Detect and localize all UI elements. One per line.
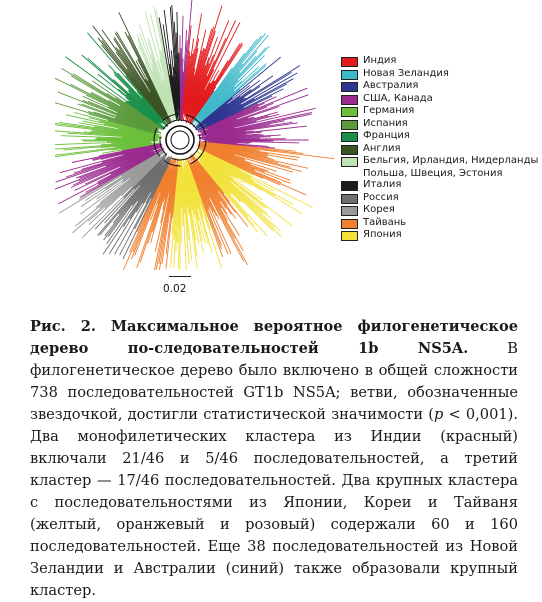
legend-item [341,217,541,230]
caption-body-1: В филогенетическое дерево было включено в общей сложности 738 последовательностей GT1b NS5A; ветви, обозначенные звездочкой, достигли статистической значимости ( [30,340,518,423]
legend-swatch [341,107,358,117]
legend-label: Италия [363,179,402,190]
scale-bar [163,276,203,300]
legend-swatch [341,157,358,167]
legend-item [341,93,541,106]
legend-swatch [341,70,358,80]
legend-label: Испания [363,117,408,129]
tree-branches [55,0,334,270]
legend-label: Австралия [363,80,419,91]
legend-swatch [341,95,358,105]
legend-item [341,204,541,217]
legend-item [341,179,541,192]
legend-label: Япония [363,229,402,240]
legend-label: Россия [363,191,399,203]
legend-swatch [341,57,358,67]
legend-item [341,105,541,118]
legend-swatch [341,206,358,216]
scale-label: 0.02 [163,283,187,295]
legend [341,55,541,242]
legend-item [341,143,541,156]
scale-line [169,276,191,277]
legend-label: Индия [363,55,397,66]
legend-label: Новая Зеландия [363,67,449,79]
legend-swatch [341,219,358,229]
legend-item [341,118,541,131]
legend-label: Германия [363,105,415,116]
legend-swatch [341,181,358,191]
caption-title: Рис. 2. Максимальное вероятное филогенетическое дерево по-следовательностей 1b NS5A. [30,318,518,357]
legend-swatch [341,145,358,155]
legend-label: Корея [363,204,395,215]
legend-item [341,55,541,68]
legend-label: Англия [363,142,401,154]
legend-label: Франция [363,130,410,141]
tree-root [171,131,189,149]
phylogenetic-tree [55,0,355,270]
legend-item [341,130,541,143]
legend-item [341,155,541,179]
legend-swatch [341,194,358,204]
legend-swatch [341,120,358,130]
caption-body-2: < 0,001). Два монофилетических кластера из Индии (красный) включали 21/46 и 5/46 последовательностей, а третий кластер — 17/46 последовательностей. Два крупных кластера с последовательностями из Японии, Кореи и Тайваня (желтый, оранжевый и розовый) содержали 60 и 160 последовательностей. Еще 38 последовательностей из Новой Зеландии и Австралии (синий) также образовали крупный кластер. [30,406,518,599]
legend-label: Тайвань [363,216,407,228]
legend-item [341,68,541,81]
figure-caption [30,316,518,602]
legend-swatch [341,82,358,92]
legend-swatch [341,231,358,241]
legend-item [341,80,541,93]
caption-p-symbol: p [433,406,444,423]
legend-swatch [341,132,358,142]
legend-item [341,229,541,242]
legend-label: США, Канада [363,92,433,104]
legend-label: Бельгия, Ирландия, Нидерланды Польша, Швеция, Эстония [363,155,539,179]
legend-item [341,192,541,205]
